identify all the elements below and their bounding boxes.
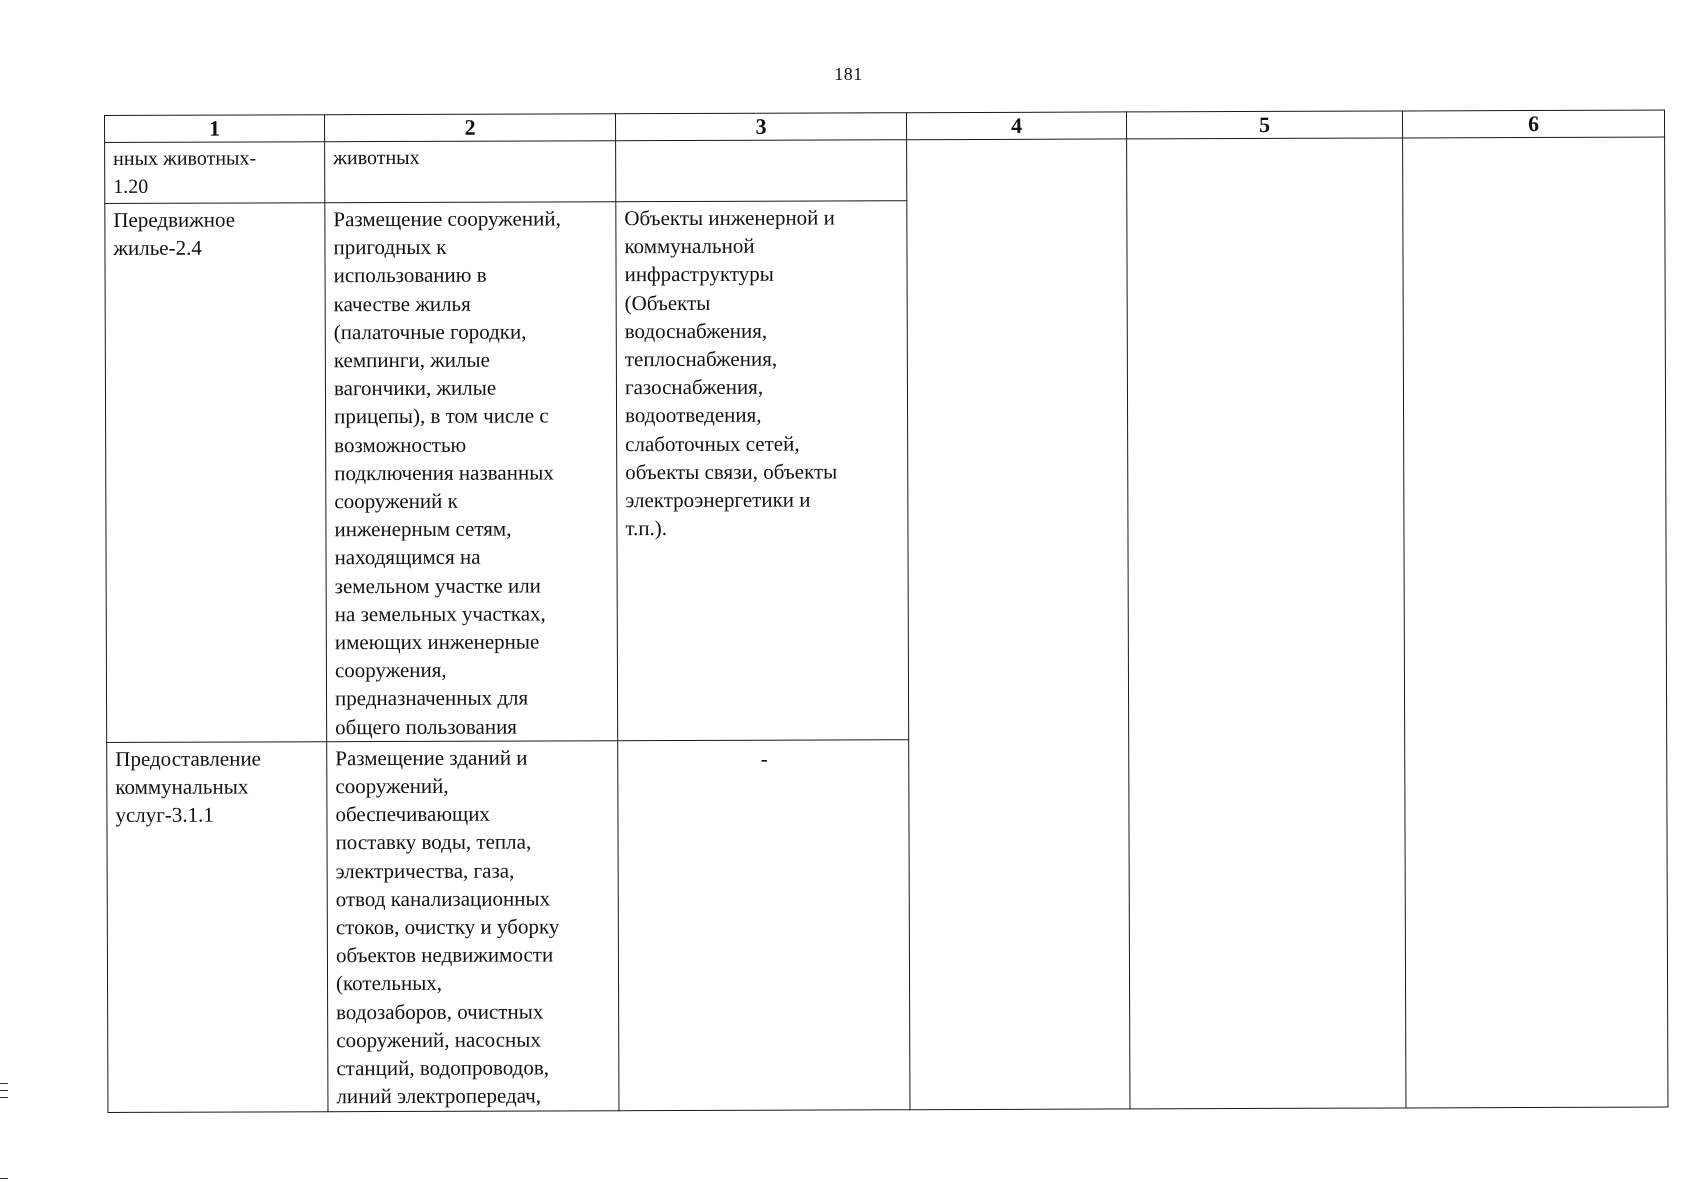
margin-mark: [0, 1083, 8, 1084]
regulation-table: [104, 110, 1668, 1113]
use-description-cell: животных: [325, 141, 616, 203]
column-5-cell: [1127, 138, 1406, 1108]
column-header-3: 3: [615, 113, 906, 141]
column-header-4: 4: [906, 112, 1126, 140]
auxiliary-use-cell: Объекты инженерной и коммунальной инфраструктуры (Объекты водоснабжения, теплоснабжения, газоснабжения, водоотведения, слаботочных сетей, объекты связи, объекты электроэнергетики и т.п.).: [616, 201, 909, 741]
margin-mark: [0, 1090, 8, 1091]
column-header-1: 1: [105, 115, 325, 143]
use-type-cell: Предоставление коммунальных услуг-3.1.1: [107, 742, 328, 1112]
margin-mark: [0, 1097, 8, 1098]
auxiliary-use-cell: -: [618, 740, 910, 1111]
column-6-cell: [1403, 137, 1668, 1107]
use-type-cell: Передвижное жилье-2.4: [105, 203, 327, 743]
column-header-6: 6: [1402, 110, 1664, 138]
auxiliary-use-cell: [616, 140, 907, 202]
margin-mark: [0, 1178, 8, 1179]
column-header-2: 2: [325, 114, 616, 142]
table-row: [105, 137, 1665, 203]
column-header-5: 5: [1126, 111, 1402, 139]
use-description-cell: Размещение сооружений, пригодных к использованию в качестве жилья (палаточные городки, кемпинги, жилые вагончики, жилые прицепы), в том числе с возможностью подключения названных сооружений к инженерным сетям, находящимся на земельном участке или на земельных участках, имеющих инженерные сооружения, предназначенных для общего пользования: [325, 202, 618, 742]
use-type-cell: нных животных- 1.20: [105, 142, 325, 204]
page-number: 181: [834, 64, 863, 84]
column-4-cell: [907, 139, 1130, 1109]
use-description-cell: Размещение зданий и сооружений, обеспечивающих поставку воды, тепла, электричества, газа, отвод канализационных стоков, очистку и уборку объектов недвижимости (котельных, водозаборов, очистных сооружений, насосных станций, водопроводов, линий электропередач,: [327, 741, 619, 1112]
